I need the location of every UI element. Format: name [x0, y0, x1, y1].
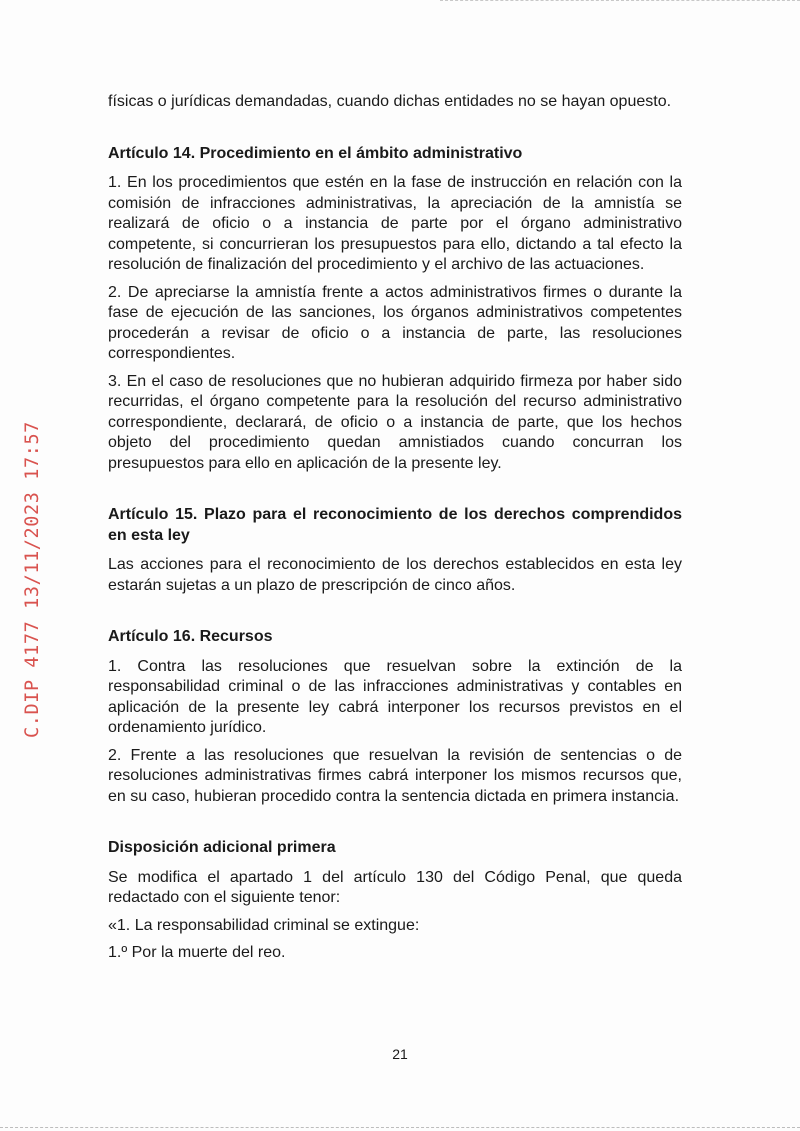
- continuation-section: [108, 92, 682, 113]
- article-paragraph: 3. En el caso de resoluciones que no hubieran adquirido firmeza por haber sido recurridas, el órgano competente para la resolución del recurso administrativo correspondiente, declarará, de oficio o a instancia de parte, que los hechos objeto del procedimiento quedan amnistiados cuando concurran los presupuestos para ello en aplicación de la presente ley.: [108, 372, 682, 472]
- continuation-paragraph: físicas o jurídicas demandadas, cuando dichas entidades no se hayan opuesto.: [108, 93, 672, 110]
- page-number: 21: [392, 1046, 408, 1062]
- article-paragraph: 2. Frente a las resoluciones que resuelvan la revisión de sentencias o de resoluciones administrativas firmes cabrá interponer los mismos recursos que, en su caso, hubieran procedido contra la sentencia dictada en primera instancia.: [108, 746, 682, 805]
- article-14: [108, 144, 682, 475]
- article-paragraph: Se modifica el apartado 1 del artículo 130 del Código Penal, que queda redactado con el siguiente tenor:: [108, 868, 682, 906]
- article-15: [108, 505, 682, 596]
- article-paragraph: «1. La responsabilidad criminal se extingue:: [108, 916, 420, 934]
- scan-edge-top: [440, 0, 800, 2]
- article-16: [108, 627, 682, 807]
- article-heading: Artículo 15. Plazo para el reconocimiento de los derechos comprendidos en esta ley: [108, 506, 682, 544]
- article-heading: Disposición adicional primera: [108, 839, 336, 856]
- scan-edge-bottom: [0, 1127, 800, 1129]
- registry-stamp: C.DIP 4177 13/11/2023 17:57: [22, 421, 43, 738]
- article-paragraph: 1. Contra las resoluciones que resuelvan sobre la extinción de la responsabilidad criminal o de las infracciones administrativas y contables en aplicación de la presente ley cabrá interponer los recursos previstos en el ordenamiento jurídico.: [108, 657, 682, 736]
- article-paragraph: 2. De apreciarse la amnistía frente a actos administrativos firmes o durante la fase de ejecución de las sanciones, los órganos administrativos competentes procederán a revisar de oficio o a instancia de parte, las resoluciones correspondientes.: [108, 283, 682, 362]
- disposicion-adicional-primera: [108, 838, 682, 964]
- article-paragraph: 1. En los procedimientos que estén en la fase de instrucción en relación con la comisión de infracciones administrativas, la apreciación de la amnistía se realizará de oficio o a instancia de parte por el órgano administrativo competente, si concurrieran los presupuestos para ello, dictando a tal efecto la resolución de finalización del procedimiento y el archivo de las actuaciones.: [108, 174, 682, 273]
- article-paragraph: 1.º Por la muerte del reo.: [108, 944, 286, 961]
- article-paragraph: Las acciones para el reconocimiento de los derechos establecidos en esta ley estarán sujetas a un plazo de prescripción de cinco años.: [108, 556, 682, 594]
- article-heading: Artículo 14. Procedimiento en el ámbito administrativo: [108, 144, 523, 162]
- document-body: [108, 92, 682, 964]
- article-heading: Artículo 16. Recursos: [108, 628, 273, 645]
